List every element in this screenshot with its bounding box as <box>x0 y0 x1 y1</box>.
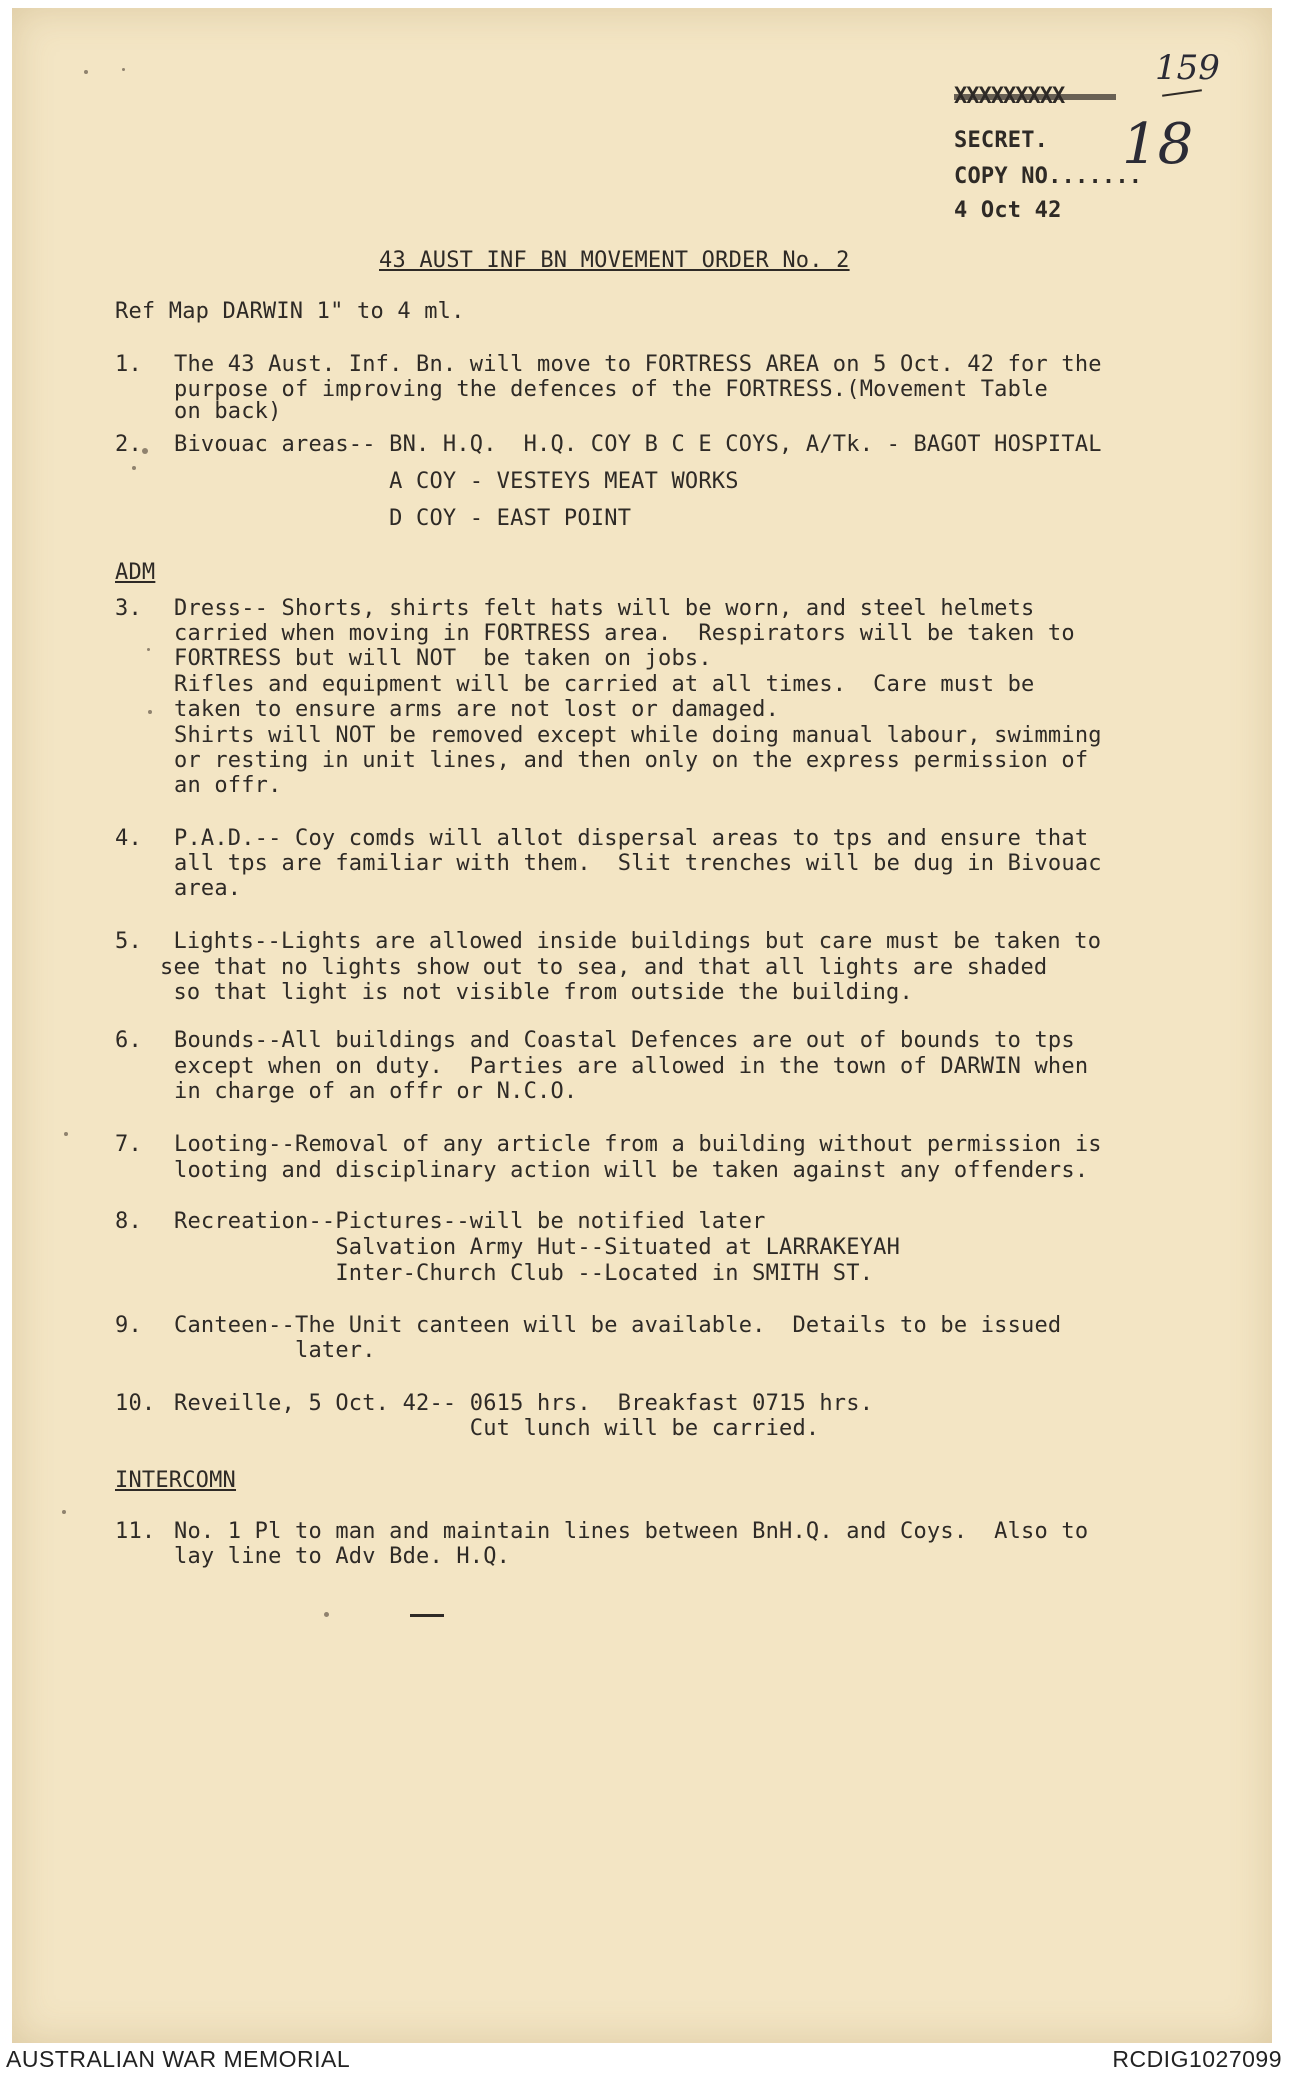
para-4-line-2: all tps are familiar with them. Slit trenches will be dug in Bivouac <box>174 851 1102 876</box>
para-1-line-3: on back) <box>174 399 282 424</box>
para-3-line-8: an offr. <box>174 773 282 798</box>
ink-speck <box>148 710 152 714</box>
para-11-number: 11. <box>115 1519 156 1544</box>
para-2-line-2: A COY - VESTEYS MEAT WORKS <box>174 469 739 494</box>
struck-classification-overstrike <box>954 94 1116 100</box>
para-4-number: 4. <box>115 826 142 851</box>
ink-speck <box>142 448 148 454</box>
ink-speck <box>62 1510 66 1514</box>
ink-speck <box>122 68 125 71</box>
para-3-line-1: Dress-- Shorts, shirts felt hats will be worn, and steel helmets <box>174 596 1035 621</box>
ink-speck <box>84 70 88 74</box>
para-9-number: 9. <box>115 1313 142 1338</box>
para-3-line-6: Shirts will NOT be removed except while doing manual labour, swimming <box>174 723 1102 748</box>
para-8-line-1: Recreation--Pictures--will be notified later <box>174 1209 766 1234</box>
para-10-number: 10. <box>115 1391 156 1416</box>
ink-speck <box>132 466 136 470</box>
para-9-line-1: Canteen--The Unit canteen will be available. Details to be issued <box>174 1313 1062 1338</box>
document-title: 43 AUST INF BN MOVEMENT ORDER No. 2 <box>379 248 850 273</box>
footer-id: RCDIG1027099 <box>1112 2046 1282 2072</box>
para-3-line-2: carried when moving in FORTRESS area. Respirators will be taken to <box>174 621 1075 646</box>
para-8-line-2: Salvation Army Hut--Situated at LARRAKEYAH <box>174 1235 901 1260</box>
para-4-line-1: P.A.D.-- Coy comds will allot dispersal areas to tps and ensure that <box>174 826 1089 851</box>
para-10-line-1: Reveille, 5 Oct. 42-- 0615 hrs. Breakfast 0715 hrs. <box>174 1391 874 1416</box>
para-3-line-4: Rifles and equipment will be carried at all times. Care must be <box>174 672 1035 697</box>
end-dot <box>324 1612 329 1617</box>
intercomn-heading: INTERCOMN <box>115 1468 237 1493</box>
ref-map: Ref Map DARWIN 1" to 4 ml. <box>115 299 465 324</box>
para-2-line-1: Bivouac areas-- BN. H.Q. H.Q. COY B C E COYS, A/Tk. - BAGOT HOSPITAL <box>174 432 1102 457</box>
para-9-line-2: later. <box>174 1338 376 1363</box>
para-3-line-7: or resting in unit lines, and then only on the express permission of <box>174 748 1089 773</box>
para-7-number: 7. <box>115 1132 142 1157</box>
para-2-number: 2. <box>115 432 142 457</box>
footer-credit: AUSTRALIAN WAR MEMORIAL <box>6 2046 351 2072</box>
para-7-line-2: looting and disciplinary action will be taken against any offenders. <box>174 1158 1089 1183</box>
ink-speck <box>147 648 150 651</box>
ink-speck <box>64 1132 68 1136</box>
para-1-line-1: The 43 Aust. Inf. Bn. will move to FORTRESS AREA on 5 Oct. 42 for the <box>174 352 1102 377</box>
para-5-line-3: so that light is not visible from outside the building. <box>160 980 913 1005</box>
para-5-number: 5. <box>115 929 142 954</box>
para-11-line-2: lay line to Adv Bde. H.Q. <box>174 1544 511 1569</box>
para-2-line-3: D COY - EAST POINT <box>174 506 632 531</box>
para-6-line-2: except when on duty. Parties are allowed in the town of DARWIN when <box>174 1054 1089 1079</box>
para-11-line-1: No. 1 Pl to man and maintain lines between BnH.Q. and Coys. Also to <box>174 1519 1089 1544</box>
para-5-line-2: see that no lights show out to sea, and that all lights are shaded <box>160 955 1048 980</box>
para-4-line-3: area. <box>174 876 242 901</box>
para-10-line-2: Cut lunch will be carried. <box>174 1416 820 1441</box>
para-5-line-1: Lights--Lights are allowed inside buildings but care must be taken to <box>160 929 1102 954</box>
end-dash <box>410 1614 444 1617</box>
para-3-line-5: taken to ensure arms are not lost or damaged. <box>174 697 780 722</box>
para-8-number: 8. <box>115 1209 142 1234</box>
adm-heading: ADM <box>115 560 156 585</box>
para-6-number: 6. <box>115 1028 142 1053</box>
para-1-number: 1. <box>115 352 142 377</box>
classification-secret: SECRET. <box>954 128 1049 153</box>
para-1-line-2: purpose of improving the defences of the FORTRESS.(Movement Table <box>174 377 1048 402</box>
para-3-number: 3. <box>115 596 142 621</box>
document-date: 4 Oct 42 <box>954 198 1062 223</box>
para-6-line-3: in charge of an offr or N.C.O. <box>174 1079 578 1104</box>
page-number-handwritten: 159 <box>1155 48 1220 88</box>
para-6-line-1: Bounds--All buildings and Coastal Defences are out of bounds to tps <box>174 1028 1075 1053</box>
page-number-underline <box>1162 89 1202 97</box>
copy-number-handwritten: 18 <box>1122 112 1194 177</box>
document-sheet <box>12 8 1272 2043</box>
para-3-line-3: FORTRESS but will NOT be taken on jobs. <box>174 646 712 671</box>
para-7-line-1: Looting--Removal of any article from a building without permission is <box>174 1132 1102 1157</box>
para-8-line-3: Inter-Church Club --Located in SMITH ST. <box>174 1261 874 1286</box>
copy-number-label: COPY NO....... <box>954 164 1143 189</box>
